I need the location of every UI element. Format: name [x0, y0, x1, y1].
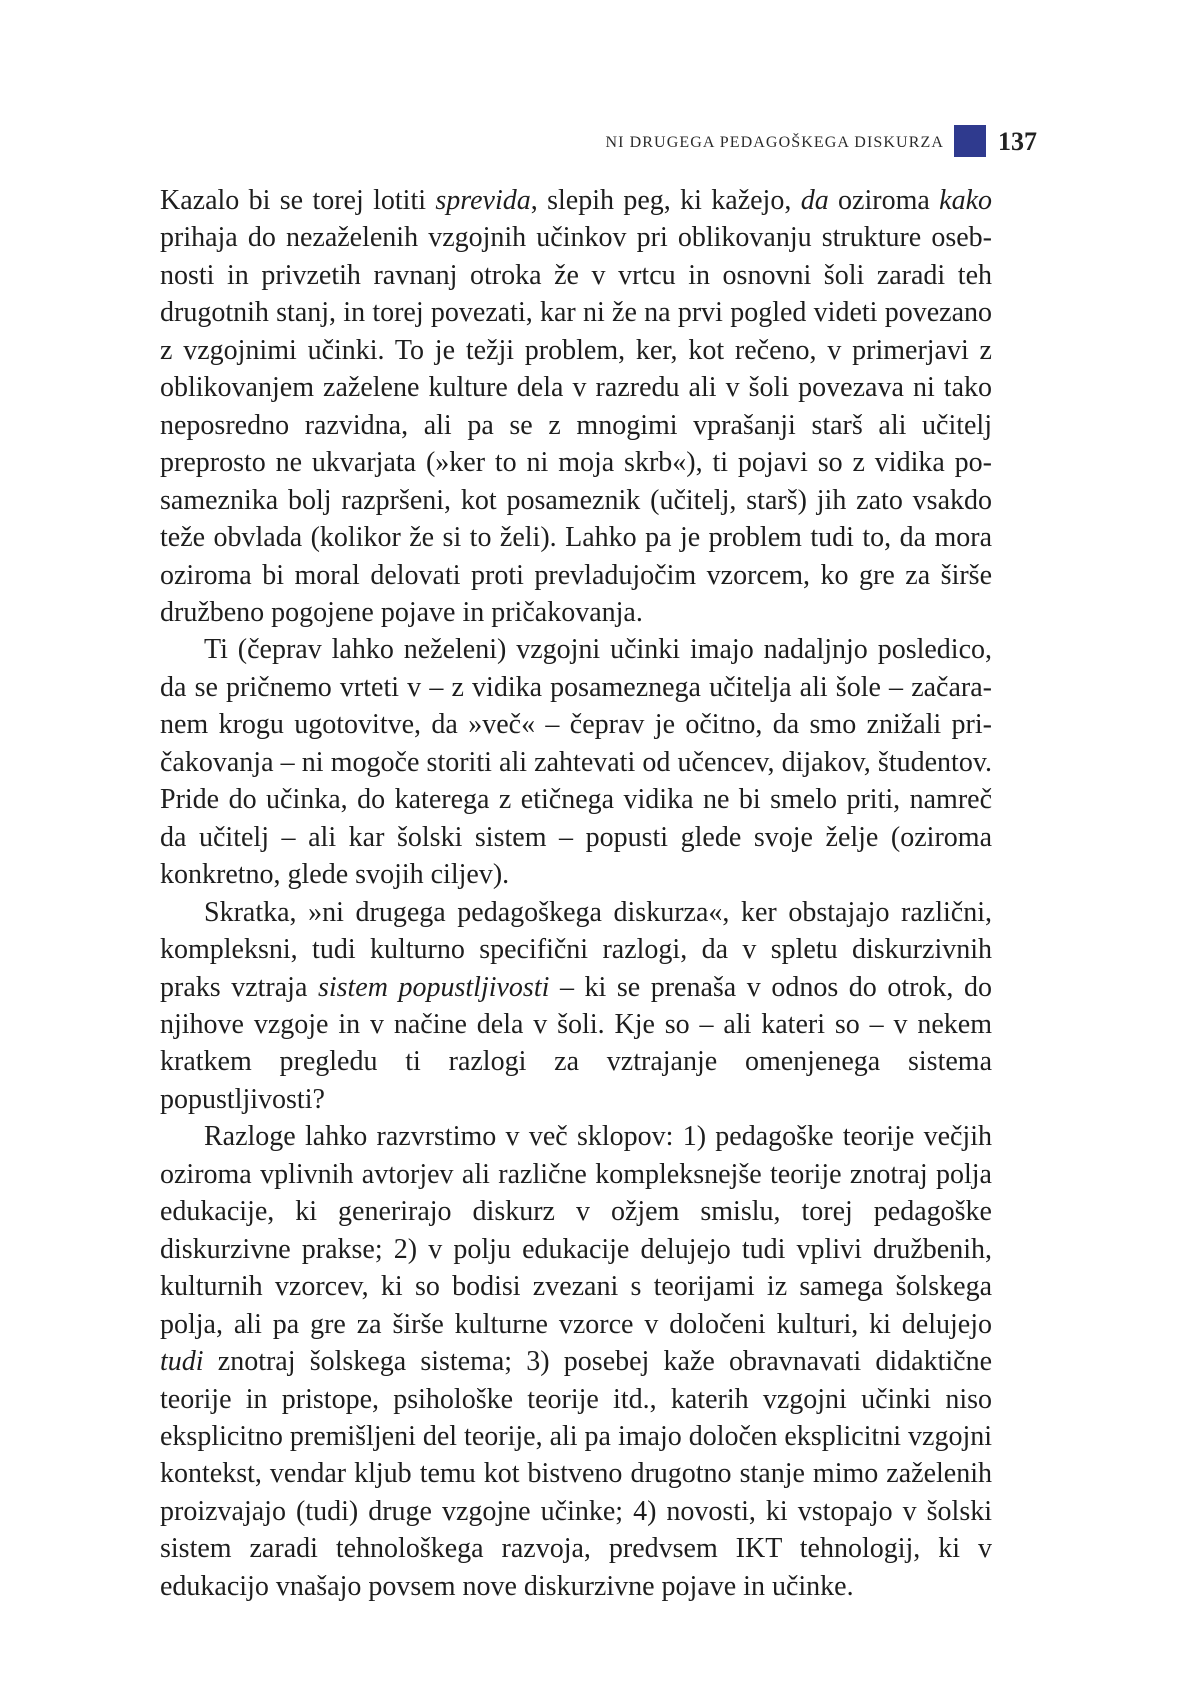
- emphasis-kako: kako: [939, 185, 993, 216]
- page-number: 137: [998, 127, 1037, 156]
- running-header: [605, 126, 1037, 156]
- emphasis-tudi: tudi: [160, 1346, 204, 1378]
- body-text: [160, 182, 992, 1605]
- blue-square-marker: [954, 125, 986, 157]
- emphasis-sprevida: sprevida: [435, 185, 531, 216]
- paragraph-2: Ti (čeprav lahko neželeni) vzgojni učinki imajo nadaljnjo posledico, da se pričnemo vrteti v – z vidika posameznega učitelja ali šole – začaranem krogu ugotovitve, da »več« – čeprav je očitno, da smo znižali pričakovanja – ni mogoče storiti ali zahtevati od učencev, dijakov, študentov. Pride do učinka, do katerega z etičnega vidika ne bi smelo priti, namreč da učitelj – ali kar šolski sistem – popusti glede svoje želje (oziroma konkretno, glede svojih ciljev).: [160, 634, 992, 891]
- emphasis-sistem-popustljivosti: sistem popustljivosti: [317, 971, 550, 1003]
- running-title: NI DRUGEGA PEDAGOŠKEGA DISKURZA: [605, 134, 944, 151]
- paragraph-3: Skratka, »ni drugega pedagoškega diskurza«, ker obstajajo različni, kompleksni, tudi kulturno specifični razlogi, da v spletu diskurzivnih praks vztraja sistem popustljivosti – ki se prenaša v odnos do otrok, do njihove vzgoje in v načine dela v šoli. Kje so – ali kateri so – v nekem kratkem pregledu ti razlogi za vztrajanje omenjenega sistema popustljivosti?: [160, 896, 992, 1115]
- paragraph-1: Kazalo bi se torej lotiti sprevida, slepih peg, ki kažejo, da oziroma kako prihaja do nezaželenih vzgojnih učinkov pri oblikovanju strukture osebnosti in privzetih ravnanj otroka že v vrtcu in osnovni šoli zaradi teh drugotnih stanj, in torej povezati, kar ni že na prvi pogled videti povezano z vzgojnimi učinki. To je težji problem, ker, kot rečeno, v primerjavi z oblikovanjem zaželene kulture dela v razredu ali v šoli povezava ni tako neposredno razvidna, ali pa se z mnogimi vprašanji starš ali učitelj preprosto ne ukvarjata (»ker to ni moja skrb«), ti pojavi so z vidika posameznika bolj razpršeni, kot posameznik (učitelj, starš) jih zato vsakdo teže obvlada (kolikor že si to želi). Lahko pa je problem tudi to, da mora oziroma bi moral delovati proti prevladujočim vzorcem, ko gre za širše družbeno pogojene pojave in pričakovanja.: [160, 185, 993, 628]
- paragraph-4: Razloge lahko razvrstimo v več sklopov: 1) pedagoške teorije večjih oziroma vplivnih avtorjev ali različne kompleksnejše teorije znotraj polja edukacije, ki generirajo diskurz v ožjem smislu, torej pedagoške diskurzivne prakse; 2) v polju edukacije delujejo tudi vplivi družbenih, kulturnih vzorcev, ki so bodisi zvezani s teorijami iz samega šolskega polja, ali pa gre za širše kulturne vzorce v določeni kulturi, ki delujejo tudi znotraj šolskega sistema; 3) posebej kaže obravnavati didaktične teorije in pristope, psihološke teorije itd., katerih vzgojni učinki niso eksplicitno premišljeni del teorije, ali pa imajo določen eksplicitni vzgojni kontekst, vendar kljub temu kot bistveno drugotno stanje mimo zaželenih proizvajajo (tudi) druge vzgojne učinke; 4) novosti, ki vstopajo v šolski sistem zaradi tehnološkega razvoja, predvsem IKT tehnologij, ki v edukacijo vnašajo povsem nove diskurzivne pojave in učinke.: [160, 1121, 993, 1602]
- emphasis-da: da: [800, 185, 829, 216]
